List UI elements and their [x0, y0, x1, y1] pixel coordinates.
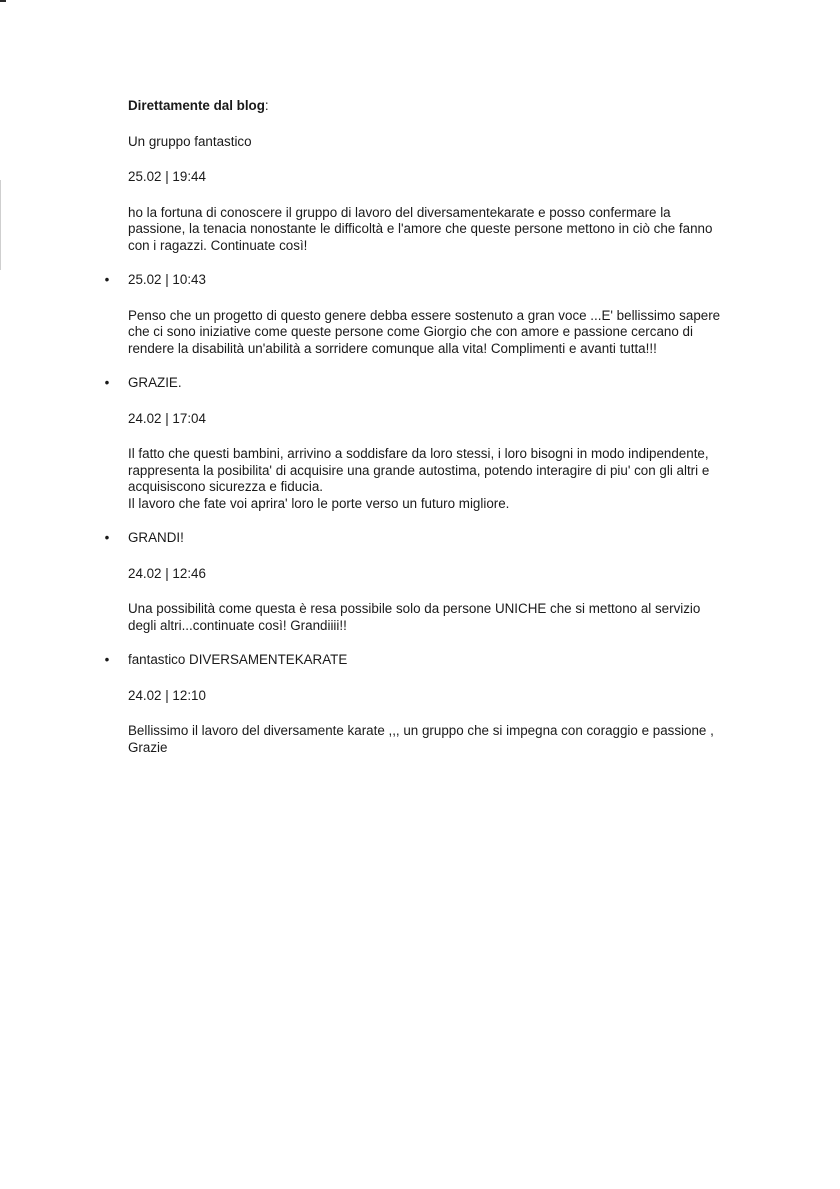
post-title: GRANDI! [128, 530, 184, 545]
post-text: Bellissimo il lavoro del diversamente karate ,,, un gruppo che si impegna con coraggio e passione , Grazie [128, 723, 714, 755]
post-item [104, 652, 768, 756]
bullet-marker: • [104, 652, 110, 667]
post-timestamp: 24.02 | 12:46 [128, 565, 206, 581]
scan-artifact-left-edge [0, 180, 1, 270]
document-heading [128, 98, 768, 115]
post-text: Penso che un progetto di questo genere debba essere sostenuto a gran voce ...E' bellissimo sapere che ci sono iniziative come queste persone come Giorgio che con amore e passione cercano di rendere la disabilità un'abilità a sorridere comunque alla vita! Complimenti e avanti tutta!!! [128, 307, 721, 356]
post-title: GRAZIE. [128, 375, 182, 390]
scan-artifact-top-left [0, 0, 6, 2]
bullet-marker: • [104, 375, 110, 390]
post-text: Il fatto che questi bambini, arrivino a soddisfare da loro stessi, i loro bisogni in modo indipendente, rappresenta la posibilita' di acquisire una grande autostima, potendo interagire di piu' con gli altri e acquisiscono sicurezza e fiducia. Il lavoro che fate voi aprira' loro le porte verso un futuro migliore. [128, 446, 710, 511]
heading-text: Direttamente dal blog [128, 98, 265, 113]
post-item [104, 272, 768, 357]
post-timestamp: 25.02 | 19:44 [128, 169, 206, 184]
post-item [104, 375, 768, 512]
bullet-marker: • [104, 272, 110, 287]
bullet-marker: • [104, 530, 110, 545]
first-post [128, 134, 768, 255]
blog-comments [104, 98, 768, 774]
post-text: ho la fortuna di conoscere il gruppo di lavoro del diversamentekarate e posso confermare la passione, la tenacia nonostante le difficoltà e l'amore che queste persone mettono in ciò che fanno con i ragazzi. Continuate così! [128, 204, 713, 253]
post-text: Una possibilità come questa è resa possibile solo da persone UNICHE che si mettono al servizio degli altri...continuate così! Grandiiii!! [128, 601, 701, 633]
post-timestamp: 24.02 | 12:10 [128, 687, 206, 703]
post-title: 25.02 | 10:43 [128, 272, 206, 287]
post-timestamp: 24.02 | 17:04 [128, 410, 206, 426]
heading-colon: : [264, 98, 269, 113]
post-title: fantastico DIVERSAMENTEKARATE [128, 652, 348, 667]
post-item [104, 530, 768, 634]
post-title: Un gruppo fantastico [128, 133, 252, 149]
